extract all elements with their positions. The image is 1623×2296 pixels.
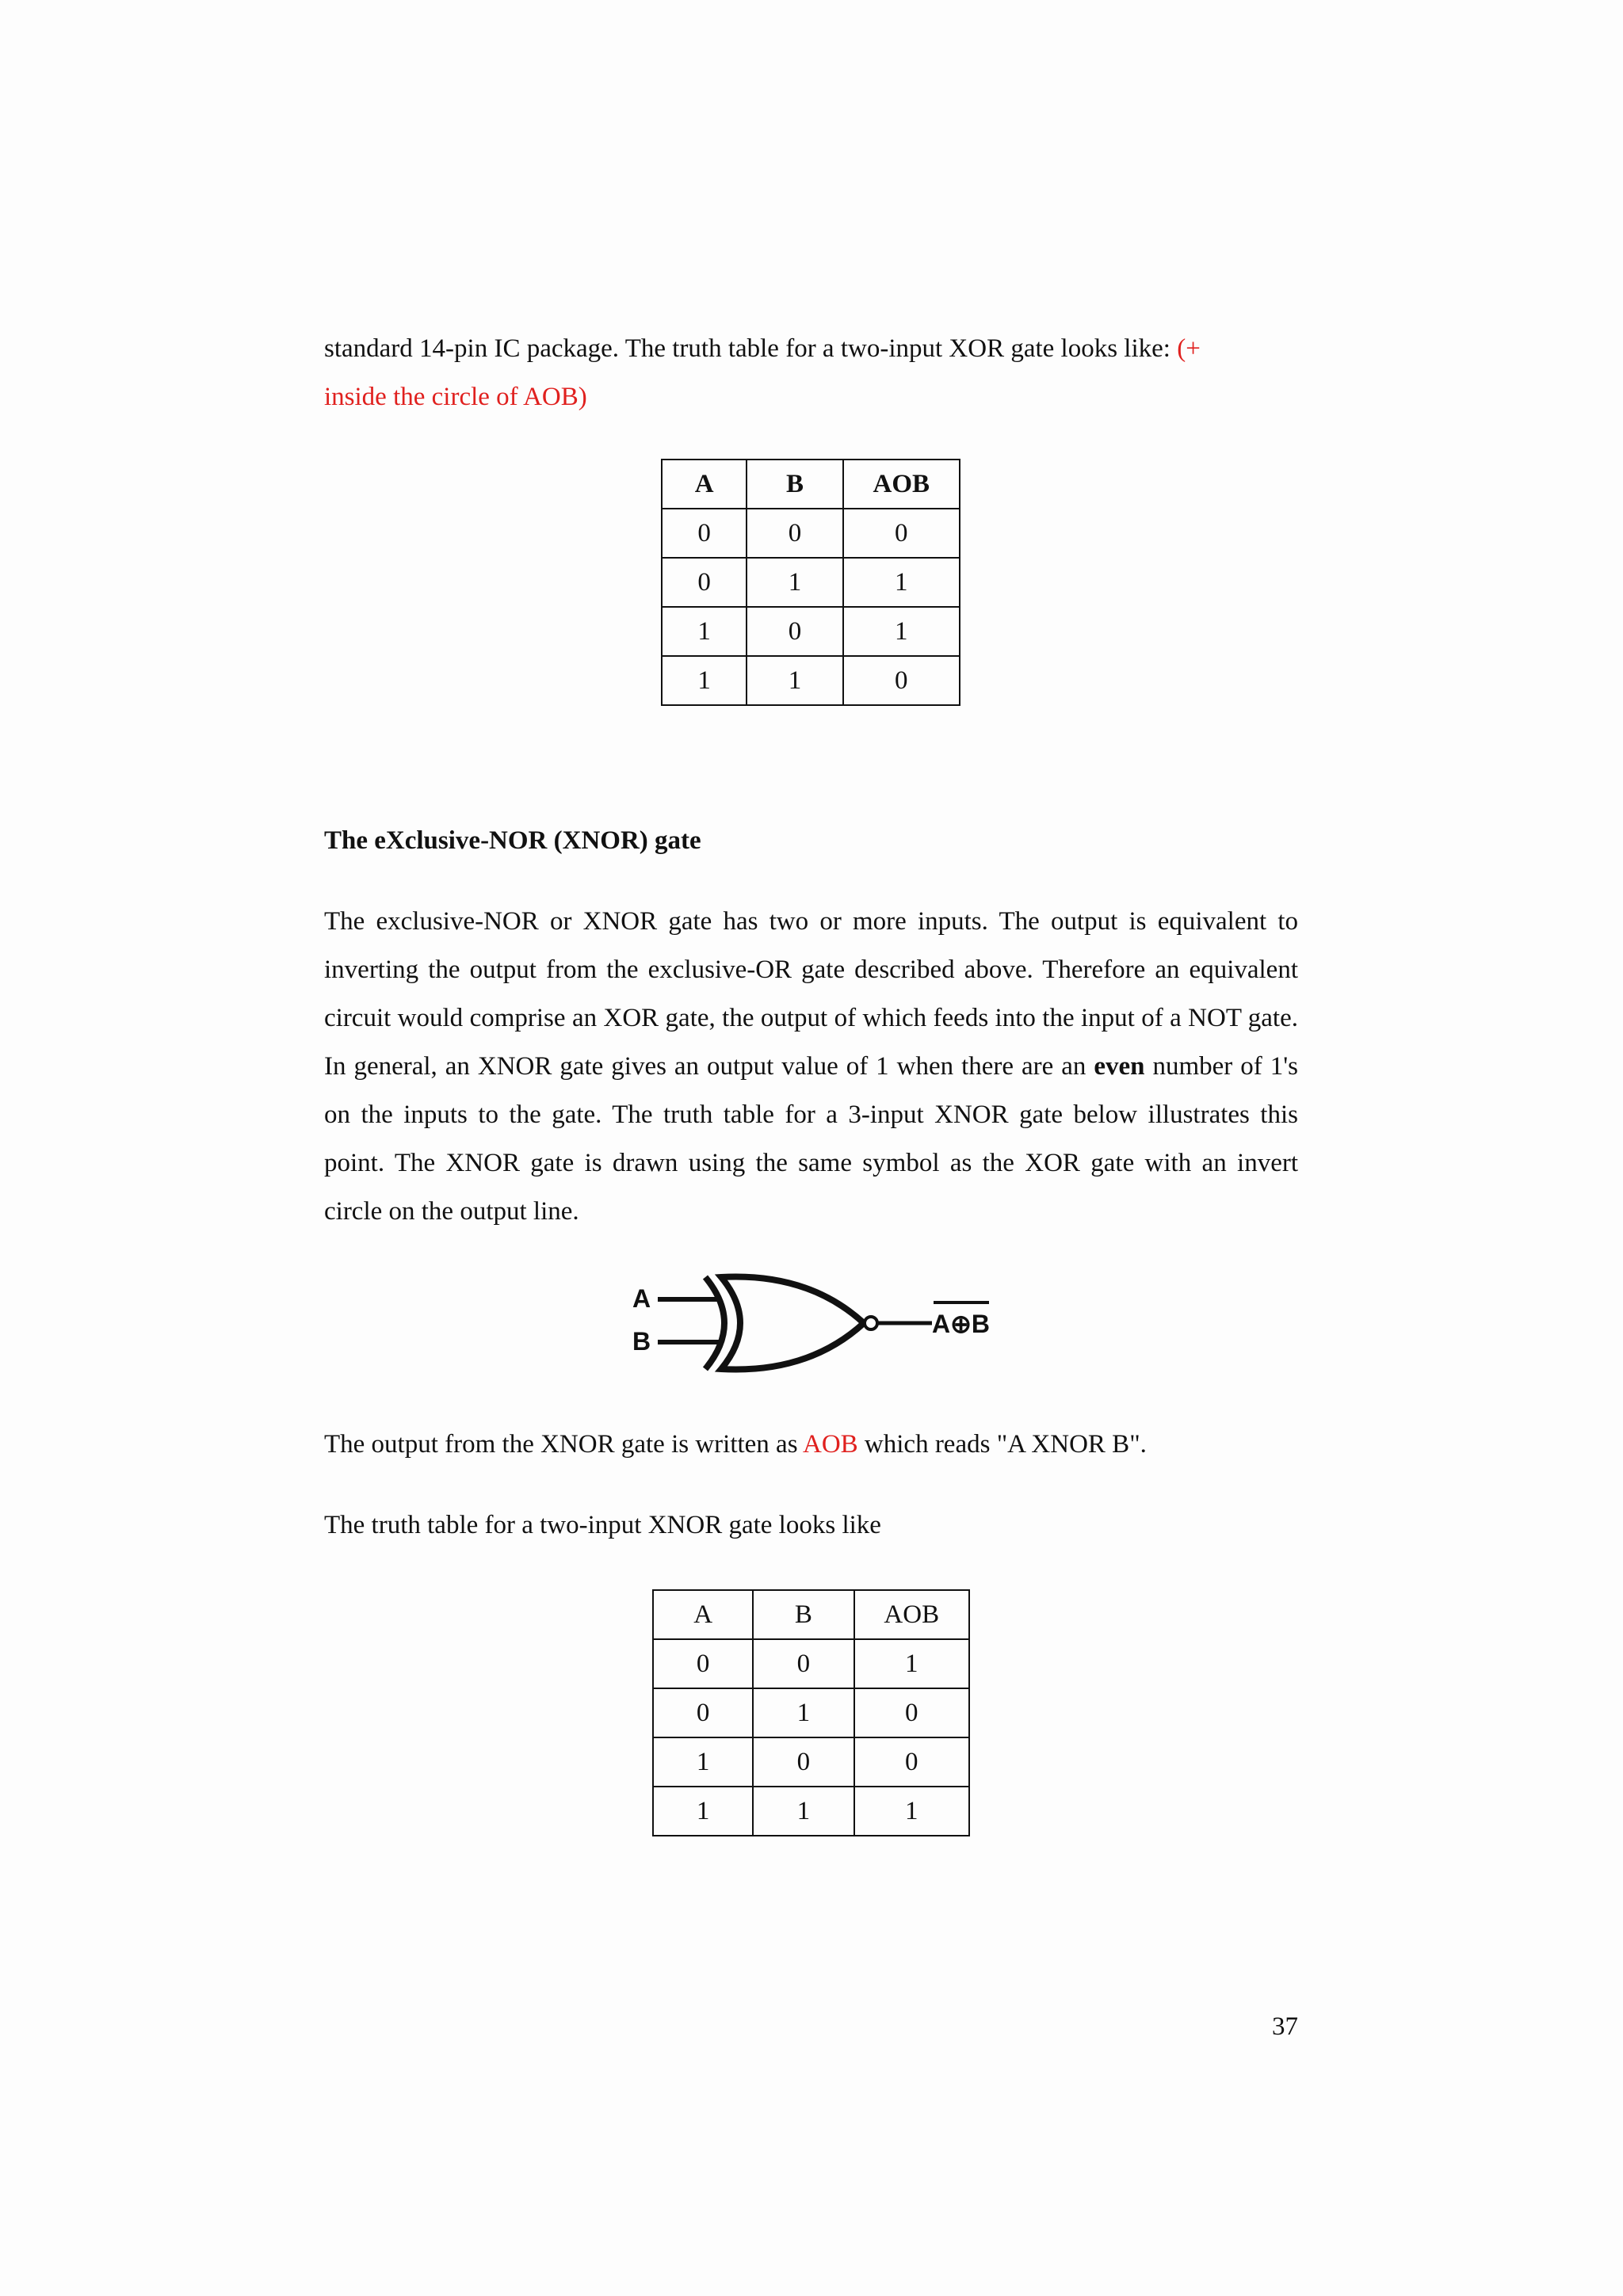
- xor-truth-table: [661, 459, 960, 706]
- xor_table-cell: 0: [662, 558, 747, 607]
- xnor-truth-table: [652, 1589, 970, 1836]
- xor_table-cell: 0: [747, 607, 842, 656]
- xor_table-cell: 1: [662, 607, 747, 656]
- xnor_table-cell: 1: [653, 1737, 753, 1787]
- xnor_table-cell: 0: [854, 1737, 969, 1787]
- output-text-2: which reads "A XNOR B".: [857, 1430, 1147, 1459]
- xnor_table-cell: 0: [653, 1639, 753, 1688]
- xnor_table-cell: 1: [753, 1688, 854, 1737]
- intro-note-2: inside the circle of AOB): [324, 383, 587, 411]
- xor_table-header-cell: B: [747, 460, 842, 509]
- xor_table-cell: 0: [662, 509, 747, 558]
- intro-paragraph: [324, 325, 1298, 421]
- gate-body: [721, 1276, 864, 1369]
- xnor_table-row: [653, 1737, 969, 1787]
- xnor_table-cell: 1: [854, 1639, 969, 1688]
- xnor_table-header-cell: B: [753, 1590, 854, 1639]
- xnor_table-cell: 1: [653, 1787, 753, 1836]
- xor_table-row: [662, 656, 960, 705]
- xnor-text-2: number of 1's on the inputs to the gate. The truth table for a 3-input XNOR gate below illustrates this point. The XNOR gate is drawn using the same symbol as the XOR gate with an invert circle on the output line.: [324, 1052, 1298, 1226]
- gate-xor-back-arc: [705, 1277, 724, 1369]
- xnor_table-cell: 1: [854, 1787, 969, 1836]
- xnor-description: [324, 898, 1298, 1236]
- xnor_table-cell: 0: [753, 1639, 854, 1688]
- intro-text: standard 14-pin IC package. The truth table for a two-input XOR gate looks like:: [324, 334, 1178, 363]
- xor_table-cell: 0: [843, 656, 960, 705]
- xnor_table-cell: 0: [653, 1688, 753, 1737]
- xor_table-row: [662, 558, 960, 607]
- xnor_table-row: [653, 1787, 969, 1836]
- xnor-text-1: The exclusive-NOR or XNOR gate has two or more inputs. The output is equivalent to inverting the output from the exclusive-OR gate described above. Therefore an equivalent circuit would comprise an XOR gate, the output of which feeds into the input of a NOT gate. In general, an XNOR gate gives an output value of 1 when there are an: [324, 907, 1298, 1081]
- xnor_table-header-cell: AOB: [854, 1590, 969, 1639]
- xnor-gate-symbol: [626, 1266, 1006, 1385]
- xor_table-header-cell: AOB: [843, 460, 960, 509]
- xor_table-cell: 1: [747, 558, 842, 607]
- output-sentence: [324, 1421, 1298, 1469]
- xor_table-row: [662, 509, 960, 558]
- xor_table-cell: 1: [843, 607, 960, 656]
- xnor_table-row: [653, 1639, 969, 1688]
- page-number: 37: [1272, 2012, 1298, 2041]
- gate-output-label: A⊕B: [932, 1310, 991, 1338]
- xnor_table-header-cell: A: [653, 1590, 753, 1639]
- xor_table-cell: 0: [747, 509, 842, 558]
- xnor_table-header-row: [653, 1590, 969, 1639]
- xor_table-cell: 1: [662, 656, 747, 705]
- xnor_table-row: [653, 1688, 969, 1737]
- xnor-text-bold: even: [1094, 1052, 1145, 1081]
- section-heading: The eXclusive-NOR (XNOR) gate: [324, 826, 701, 855]
- xnor_table-cell: 1: [753, 1787, 854, 1836]
- output-highlight: AOB: [802, 1430, 858, 1459]
- xor_table-header-cell: A: [662, 460, 747, 509]
- gate-invert-circle: [865, 1317, 877, 1329]
- gate-input-a-label: A: [632, 1284, 651, 1313]
- xnor_table-cell: 0: [753, 1737, 854, 1787]
- xor_table-header-row: [662, 460, 960, 509]
- xor_table-row: [662, 607, 960, 656]
- truth-table-intro: The truth table for a two-input XNOR gate looks like: [324, 1511, 881, 1539]
- gate-input-b-label: B: [632, 1327, 651, 1356]
- output-text-1: The output from the XNOR gate is written as: [324, 1430, 803, 1459]
- xor_table-cell: 1: [747, 656, 842, 705]
- intro-note-1: (+: [1177, 334, 1201, 363]
- xor_table-cell: 0: [843, 509, 960, 558]
- xor_table-cell: 1: [843, 558, 960, 607]
- xnor_table-cell: 0: [854, 1688, 969, 1737]
